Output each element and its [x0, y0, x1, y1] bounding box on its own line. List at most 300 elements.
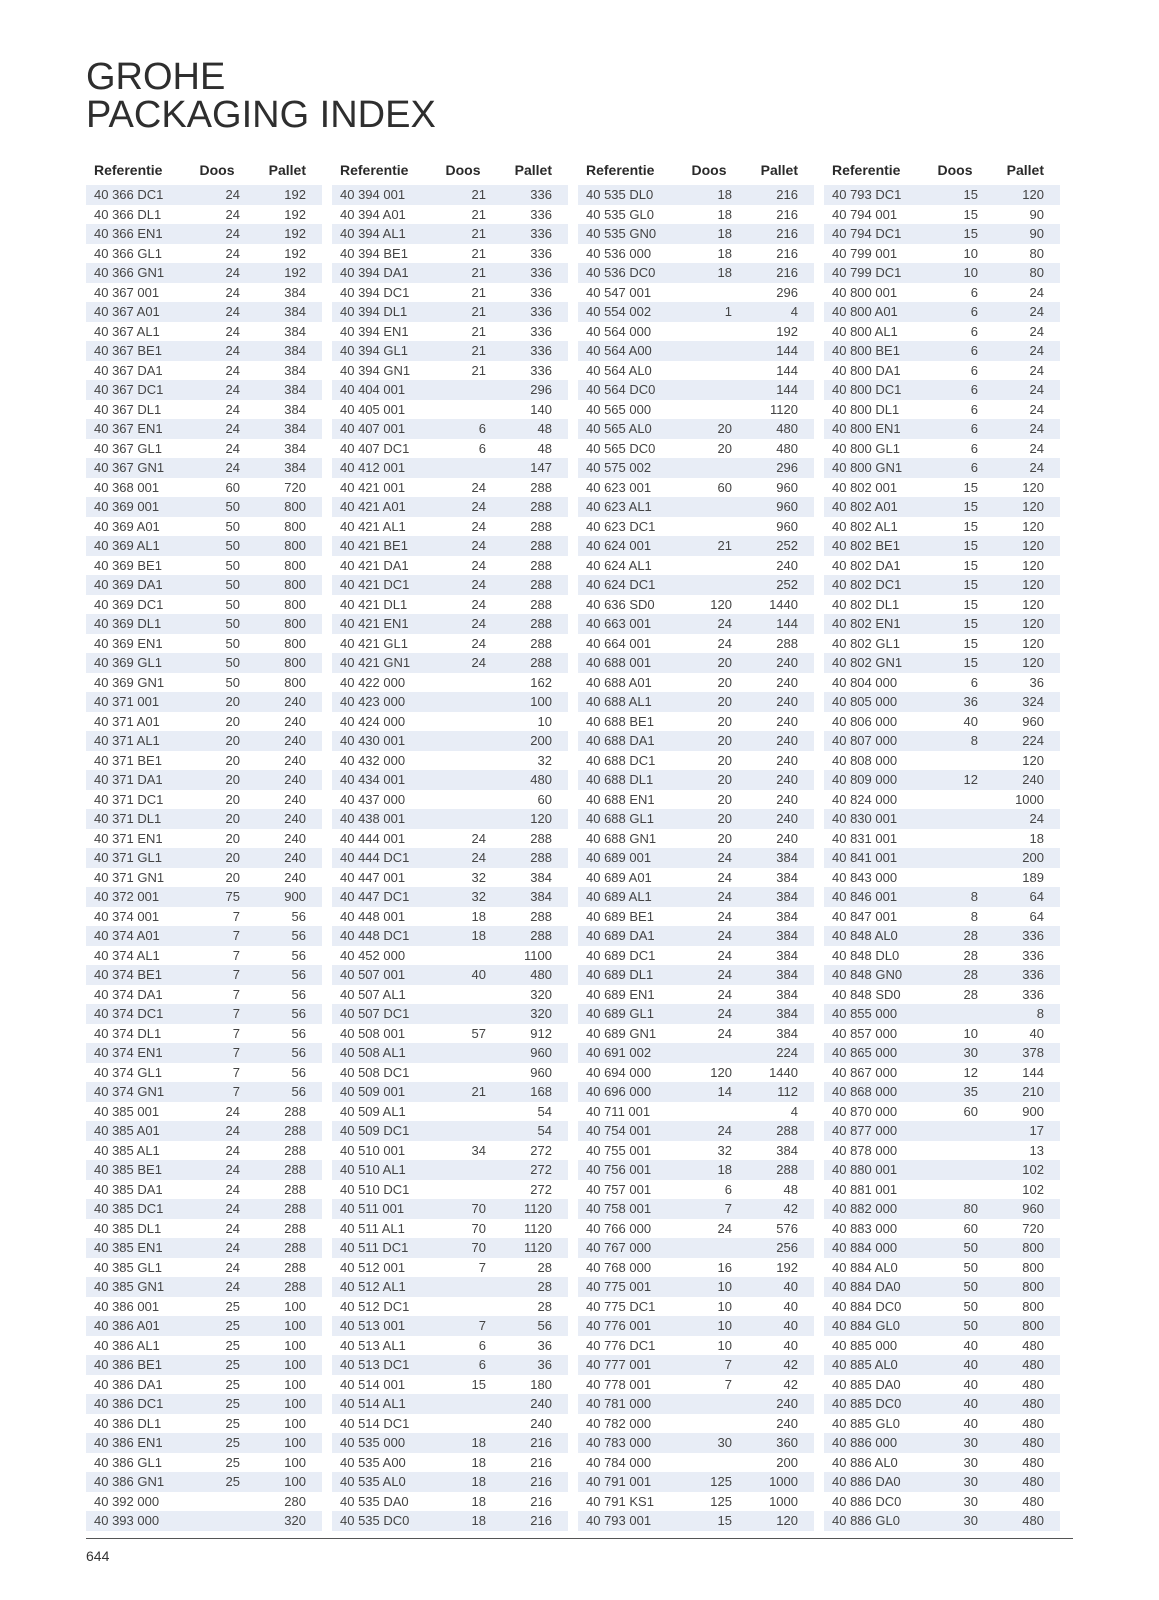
cell-doos: 24	[717, 908, 732, 924]
cell-referentie: 40 884 DC0	[832, 1298, 902, 1314]
cell-doos: 28	[963, 967, 978, 982]
cell-referentie: 40 513 001	[340, 1318, 406, 1333]
cell-doos: 15	[963, 557, 978, 573]
cell-doos: 24	[225, 1181, 240, 1197]
cell-referentie: 40 623 DC1	[586, 518, 656, 534]
table-row	[578, 1082, 814, 1102]
cell-pallet: 720	[284, 479, 306, 495]
cell-pallet: 336	[1022, 947, 1044, 963]
table-row	[824, 1433, 1060, 1453]
cell-doos: 18	[471, 928, 486, 943]
cell-pallet: 32	[537, 752, 552, 768]
cell-referentie: 40 791 KS1	[586, 1493, 654, 1509]
cell-pallet: 960	[776, 499, 798, 514]
cell-pallet: 240	[776, 694, 798, 709]
cell-doos	[440, 1180, 486, 1200]
table-row	[824, 1472, 1060, 1492]
cell-doos	[686, 1414, 732, 1434]
cell-pallet: 42	[783, 1357, 798, 1372]
cell-doos: 15	[963, 616, 978, 631]
table-row	[824, 224, 1060, 244]
cell-referentie: 40 405 001	[340, 401, 406, 417]
cell-doos: 24	[225, 206, 240, 222]
cell-referentie: 40 392 000	[94, 1493, 160, 1509]
cell-pallet: 480	[1022, 1337, 1044, 1353]
cell-referentie: 40 554 002	[586, 304, 652, 319]
table-row	[578, 692, 814, 712]
cell-pallet: 102	[1022, 1162, 1044, 1177]
cell-referentie: 40 367 GN1	[94, 460, 165, 475]
cell-pallet: 384	[284, 382, 306, 397]
table-row	[578, 1316, 814, 1336]
cell-doos: 21	[717, 538, 732, 553]
cell-referentie: 40 508 DC1	[340, 1064, 410, 1080]
cell-doos: 20	[717, 440, 732, 456]
cell-pallet: 288	[530, 616, 552, 631]
table-row	[578, 848, 814, 868]
cell-doos: 24	[225, 245, 240, 261]
cell-pallet: 240	[284, 811, 306, 826]
table-row	[332, 634, 568, 654]
cell-doos: 24	[717, 1123, 732, 1138]
cell-pallet: 36	[1029, 674, 1044, 690]
table-row	[578, 1160, 814, 1180]
cell-referentie: 40 509 001	[340, 1084, 406, 1099]
cell-pallet: 288	[284, 1181, 306, 1197]
cell-doos: 20	[717, 752, 732, 768]
cell-referentie: 40 886 000	[832, 1435, 898, 1450]
cell-pallet: 288	[530, 538, 552, 553]
table-row	[86, 400, 322, 420]
cell-referentie: 40 394 A01	[340, 206, 406, 222]
table-row	[578, 1277, 814, 1297]
table-row	[86, 1121, 322, 1141]
table-row	[332, 868, 568, 888]
cell-referentie: 40 564 DC0	[586, 382, 656, 397]
cell-pallet: 180	[530, 1376, 552, 1392]
cell-doos: 24	[717, 986, 732, 1002]
cell-referentie: 40 374 001	[94, 908, 160, 924]
cell-doos: 40	[963, 1415, 978, 1431]
table-row	[86, 731, 322, 751]
cell-doos: 34	[471, 1142, 486, 1158]
cell-referentie: 40 536 DC0	[586, 265, 656, 280]
table-row	[578, 224, 814, 244]
cell-pallet: 800	[284, 674, 306, 690]
table-row	[578, 1414, 814, 1434]
table-row	[86, 1355, 322, 1375]
cell-referentie: 40 800 A01	[832, 304, 898, 319]
table-row	[332, 1238, 568, 1258]
header-pallet: Pallet	[514, 162, 552, 178]
cell-pallet: 360	[776, 1435, 798, 1450]
cell-doos: 30	[963, 1435, 978, 1450]
cell-doos	[686, 380, 732, 400]
cell-referentie: 40 802 DC1	[832, 577, 902, 592]
cell-referentie: 40 421 DL1	[340, 596, 408, 612]
table-row	[578, 302, 814, 322]
cell-doos	[440, 751, 486, 771]
table-row	[824, 517, 1060, 537]
table-row	[332, 614, 568, 634]
table-row	[824, 712, 1060, 732]
cell-doos: 25	[225, 1337, 240, 1353]
cell-referentie: 40 623 AL1	[586, 499, 652, 514]
cell-doos: 24	[225, 1201, 240, 1216]
cell-pallet: 216	[530, 1493, 552, 1509]
cell-doos: 6	[970, 421, 978, 436]
cell-doos: 10	[963, 1025, 978, 1041]
table-row	[578, 614, 814, 634]
table-row	[824, 1375, 1060, 1395]
table-row	[86, 712, 322, 732]
table-row	[824, 1141, 1060, 1161]
cell-doos	[932, 829, 978, 849]
cell-referentie: 40 867 000	[832, 1064, 898, 1080]
cell-pallet: 336	[530, 362, 552, 378]
cell-doos	[440, 1063, 486, 1083]
cell-doos: 24	[225, 1103, 240, 1119]
cell-pallet: 100	[284, 1435, 306, 1450]
cell-pallet: 800	[1022, 1240, 1044, 1255]
cell-referentie: 40 777 001	[586, 1357, 652, 1372]
cell-referentie: 40 689 GN1	[586, 1025, 657, 1041]
cell-referentie: 40 421 DC1	[340, 577, 410, 592]
cell-referentie: 40 802 001	[832, 479, 898, 495]
table-row	[824, 1160, 1060, 1180]
cell-doos: 24	[717, 635, 732, 651]
cell-doos: 30	[963, 1474, 978, 1489]
cell-doos	[440, 770, 486, 790]
cell-referentie: 40 371 DC1	[94, 791, 164, 807]
table-row	[86, 673, 322, 693]
cell-pallet: 960	[530, 1064, 552, 1080]
cell-pallet: 40	[783, 1298, 798, 1314]
cell-pallet: 24	[1029, 460, 1044, 475]
cell-doos: 24	[717, 616, 732, 631]
table-row	[578, 1492, 814, 1512]
cell-pallet: 336	[530, 304, 552, 319]
cell-referentie: 40 371 001	[94, 694, 160, 709]
cell-referentie: 40 385 BE1	[94, 1162, 162, 1177]
cell-doos	[686, 322, 732, 342]
cell-pallet: 384	[284, 284, 306, 300]
cell-doos: 15	[717, 1513, 732, 1528]
cell-pallet: 4	[790, 1103, 798, 1119]
table-row	[86, 244, 322, 264]
cell-pallet: 56	[291, 928, 306, 943]
cell-referentie: 40 386 DC1	[94, 1396, 164, 1411]
cell-doos: 12	[963, 772, 978, 787]
cell-pallet: 240	[776, 1396, 798, 1411]
cell-doos	[440, 809, 486, 829]
cell-pallet: 90	[1029, 206, 1044, 222]
cell-referentie: 40 508 001	[340, 1025, 406, 1041]
cell-pallet: 240	[776, 557, 798, 573]
cell-referentie: 40 711 001	[586, 1103, 651, 1119]
table-row	[824, 1316, 1060, 1336]
cell-pallet: 336	[530, 245, 552, 261]
cell-doos: 20	[225, 752, 240, 768]
cell-doos: 24	[225, 401, 240, 417]
cell-doos	[440, 1004, 486, 1024]
cell-pallet: 1440	[769, 1064, 798, 1080]
cell-doos: 75	[225, 889, 240, 904]
cell-pallet: 800	[284, 596, 306, 612]
table-row	[578, 712, 814, 732]
cell-doos: 21	[471, 265, 486, 280]
cell-pallet: 10	[537, 713, 552, 729]
cell-referentie: 40 394 GN1	[340, 362, 411, 378]
table-row	[332, 283, 568, 303]
cell-referentie: 40 366 GL1	[94, 245, 162, 261]
table-row	[578, 595, 814, 615]
table-row	[86, 361, 322, 381]
cell-doos: 7	[232, 1006, 240, 1021]
cell-pallet: 28	[537, 1279, 552, 1294]
cell-pallet: 200	[776, 1454, 798, 1470]
cell-pallet: 960	[1022, 713, 1044, 729]
cell-referentie: 40 758 001	[586, 1201, 652, 1216]
cell-pallet: 216	[776, 226, 798, 241]
cell-doos	[440, 1414, 486, 1434]
cell-pallet: 48	[537, 421, 552, 436]
cell-referentie: 40 514 DC1	[340, 1415, 410, 1431]
cell-pallet: 36	[537, 1357, 552, 1372]
table-row	[86, 1219, 322, 1239]
title-line-1: GROHE	[86, 56, 226, 98]
cell-referentie: 40 452 000	[340, 947, 406, 963]
cell-pallet: 40	[783, 1279, 798, 1294]
cell-doos	[440, 790, 486, 810]
cell-doos	[440, 400, 486, 420]
table-row	[578, 1355, 814, 1375]
cell-pallet: 240	[284, 733, 306, 748]
cell-doos: 7	[724, 1201, 732, 1216]
table-row	[86, 322, 322, 342]
cell-pallet: 240	[284, 850, 306, 865]
cell-referentie: 40 694 000	[586, 1064, 652, 1080]
cell-referentie: 40 371 BE1	[94, 752, 162, 768]
table-row	[578, 205, 814, 225]
cell-referentie: 40 688 AL1	[586, 694, 652, 709]
cell-referentie: 40 663 001	[586, 616, 652, 631]
cell-pallet: 90	[1029, 226, 1044, 241]
cell-referentie: 40 371 AL1	[94, 733, 160, 748]
cell-referentie: 40 367 BE1	[94, 343, 162, 358]
cell-doos: 40	[963, 1357, 978, 1372]
table-row	[578, 1121, 814, 1141]
cell-referentie: 40 535 GN0	[586, 226, 657, 241]
cell-pallet: 288	[530, 596, 552, 612]
cell-doos: 50	[225, 518, 240, 534]
table-row	[86, 1141, 322, 1161]
cell-pallet: 240	[776, 791, 798, 807]
table-row	[86, 1102, 322, 1122]
cell-referentie: 40 374 BE1	[94, 967, 162, 982]
table-row	[86, 1297, 322, 1317]
cell-doos: 50	[963, 1279, 978, 1294]
cell-doos: 30	[963, 1493, 978, 1509]
table-row	[578, 1199, 814, 1219]
cell-referentie: 40 421 BE1	[340, 538, 408, 553]
cell-doos: 24	[717, 1220, 732, 1236]
cell-pallet: 288	[530, 830, 552, 846]
table-row	[86, 692, 322, 712]
table-row	[578, 1219, 814, 1239]
cell-referentie: 40 394 GL1	[340, 343, 408, 358]
cell-referentie: 40 831 001	[832, 830, 898, 846]
cell-pallet: 800	[284, 655, 306, 670]
cell-doos	[932, 1180, 978, 1200]
cell-doos: 24	[225, 343, 240, 358]
cell-pallet: 120	[530, 811, 552, 826]
cell-doos: 24	[471, 596, 486, 612]
table-row	[824, 673, 1060, 693]
cell-doos: 20	[225, 869, 240, 885]
cell-referentie: 40 885 AL0	[832, 1357, 898, 1372]
cell-pallet: 42	[783, 1201, 798, 1216]
table-row	[332, 497, 568, 517]
cell-doos: 20	[225, 811, 240, 826]
cell-doos: 40	[471, 967, 486, 982]
table-row	[86, 1316, 322, 1336]
cell-doos: 24	[471, 850, 486, 865]
table-row	[86, 770, 322, 790]
cell-referentie: 40 369 001	[94, 499, 160, 514]
cell-pallet: 336	[530, 206, 552, 222]
cell-pallet: 100	[284, 1357, 306, 1372]
cell-doos: 6	[478, 421, 486, 436]
table-row	[824, 1238, 1060, 1258]
table-row	[824, 302, 1060, 322]
cell-pallet: 18	[1029, 830, 1044, 846]
cell-referentie: 40 369 DC1	[94, 596, 164, 612]
cell-doos: 18	[471, 1493, 486, 1509]
cell-doos: 20	[717, 791, 732, 807]
cell-referentie: 40 885 000	[832, 1337, 898, 1353]
cell-doos: 25	[225, 1435, 240, 1450]
table-row	[824, 536, 1060, 556]
cell-referentie: 40 775 DC1	[586, 1298, 656, 1314]
cell-pallet: 288	[284, 1201, 306, 1216]
cell-pallet: 240	[776, 655, 798, 670]
cell-pallet: 324	[1022, 694, 1044, 709]
cell-doos	[932, 868, 978, 888]
cell-pallet: 189	[1022, 869, 1044, 885]
cell-pallet: 480	[1022, 1357, 1044, 1372]
cell-pallet: 280	[284, 1493, 306, 1509]
cell-referentie: 40 447 DC1	[340, 889, 410, 904]
cell-pallet: 216	[530, 1454, 552, 1470]
table-row	[86, 653, 322, 673]
table-row	[824, 790, 1060, 810]
table-row	[332, 1082, 568, 1102]
table-row	[86, 1043, 322, 1063]
cell-doos: 7	[232, 967, 240, 982]
cell-doos: 8	[970, 908, 978, 924]
cell-doos	[686, 1394, 732, 1414]
cell-referentie: 40 371 GL1	[94, 850, 162, 865]
cell-doos: 20	[717, 694, 732, 709]
table-row	[86, 946, 322, 966]
cell-doos: 24	[225, 1220, 240, 1236]
cell-pallet: 384	[776, 947, 798, 963]
cell-doos: 6	[970, 674, 978, 690]
cell-referentie: 40 846 001	[832, 889, 898, 904]
table-column-3	[578, 157, 814, 1531]
cell-pallet: 1000	[1015, 791, 1044, 807]
table-row	[578, 634, 814, 654]
table-row	[824, 809, 1060, 829]
table-row	[332, 302, 568, 322]
cell-referentie: 40 800 DC1	[832, 382, 902, 397]
cell-referentie: 40 510 001	[340, 1142, 406, 1158]
table-row	[578, 283, 814, 303]
table-row	[332, 400, 568, 420]
cell-referentie: 40 857 000	[832, 1025, 898, 1041]
table-row	[86, 497, 322, 517]
cell-doos: 120	[710, 596, 732, 612]
cell-referentie: 40 848 DL0	[832, 947, 900, 963]
table-row	[86, 341, 322, 361]
cell-pallet: 320	[530, 1006, 552, 1021]
cell-referentie: 40 367 DA1	[94, 362, 163, 378]
cell-pallet: 240	[530, 1415, 552, 1431]
table-row	[824, 653, 1060, 673]
cell-referentie: 40 535 DL0	[586, 187, 654, 202]
cell-doos: 20	[717, 421, 732, 436]
cell-referentie: 40 791 001	[586, 1474, 652, 1489]
cell-referentie: 40 880 001	[832, 1162, 898, 1177]
cell-referentie: 40 407 DC1	[340, 440, 410, 456]
cell-pallet: 336	[530, 265, 552, 280]
cell-referentie: 40 369 GN1	[94, 674, 165, 690]
cell-doos: 15	[963, 206, 978, 222]
cell-referentie: 40 809 000	[832, 772, 898, 787]
cell-referentie: 40 802 DA1	[832, 557, 901, 573]
cell-pallet: 100	[284, 1396, 306, 1411]
cell-pallet: 240	[284, 869, 306, 885]
cell-pallet: 36	[537, 1337, 552, 1353]
table-row	[578, 926, 814, 946]
cell-doos: 50	[225, 616, 240, 631]
table-row	[332, 478, 568, 498]
cell-pallet: 800	[1022, 1259, 1044, 1275]
table-row	[824, 1355, 1060, 1375]
table-row	[332, 419, 568, 439]
table-row	[824, 361, 1060, 381]
table-row	[86, 790, 322, 810]
cell-pallet: 100	[284, 1337, 306, 1353]
cell-doos: 10	[717, 1318, 732, 1333]
cell-referentie: 40 664 001	[586, 635, 652, 651]
cell-referentie: 40 385 DC1	[94, 1201, 164, 1216]
table-row	[86, 224, 322, 244]
table-row	[332, 751, 568, 771]
cell-referentie: 40 767 000	[586, 1240, 652, 1255]
cell-pallet: 272	[530, 1181, 552, 1197]
table-row	[578, 185, 814, 205]
table-row	[824, 614, 1060, 634]
table-row	[332, 1297, 568, 1317]
table-row	[86, 1433, 322, 1453]
cell-referentie: 40 367 DC1	[94, 382, 164, 397]
cell-doos: 24	[225, 1123, 240, 1138]
cell-doos: 15	[963, 187, 978, 202]
cell-doos: 24	[717, 869, 732, 885]
cell-pallet: 140	[530, 401, 552, 417]
